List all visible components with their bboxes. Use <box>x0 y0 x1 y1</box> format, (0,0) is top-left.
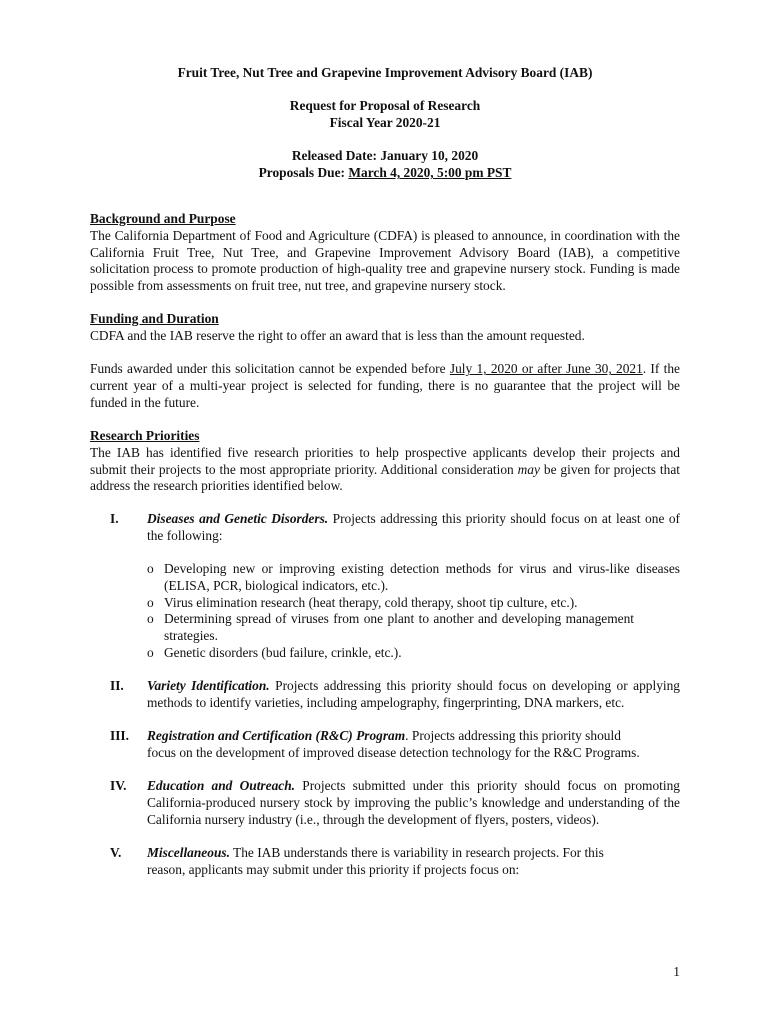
bullet-text: Developing new or improving existing detection methods for virus and virus-like diseases (ELISA, PCR, biological indicators, etc.). <box>164 561 680 593</box>
bullet-text: Virus elimination research (heat therapy, cold therapy, shoot tip culture, etc.). <box>164 594 578 610</box>
priorities-heading: Research Priorities <box>90 428 200 443</box>
bullet-text: Determining spread of viruses from one plant to another and developing management strategies. <box>164 611 634 644</box>
priority-item-2 <box>110 678 680 712</box>
priorities-section <box>90 428 680 495</box>
priority-body <box>147 845 680 879</box>
funding-heading: Funding and Duration <box>90 311 219 326</box>
priority-body <box>147 778 680 828</box>
funding-text-2-after: . If the current year of a multi-year project is selected for funding, there is no guarantee that the project will be funded in the future. <box>90 361 680 410</box>
list-item <box>147 561 680 595</box>
priority-body <box>147 511 680 545</box>
list-item <box>147 645 680 662</box>
priorities-intro-after: be given for projects that address the research priorities identified below. <box>90 461 680 494</box>
bullet-marker: o <box>147 561 154 576</box>
funding-section <box>90 311 680 412</box>
funding-dates: July 1, 2020 or after June 30, 2021 <box>449 361 643 377</box>
priority-number: V. <box>110 845 122 860</box>
priority-title: Variety Identification. <box>147 678 270 693</box>
rfp-title: Request for Proposal of Research <box>289 98 481 113</box>
priority-text: Projects addressing this priority should focus on developing or applying methods to identify varieties, including ampelography, fingerprinting, DNA markers, etc. <box>147 678 680 710</box>
priority-title: Diseases and Genetic Disorders. <box>147 511 329 526</box>
priority-item-4 <box>110 778 680 828</box>
priority-title: Miscellaneous. <box>147 845 230 860</box>
priority-title: Education and Outreach. <box>147 778 296 793</box>
priority-line-1 <box>147 728 680 745</box>
background-section <box>90 211 680 295</box>
priority-body <box>147 728 680 762</box>
priority-line-2: reason, applicants may submit under this priority if projects focus on: <box>147 861 520 877</box>
priority-body <box>147 678 680 712</box>
priority-number: I. <box>110 511 119 526</box>
due-label: Proposals Due: <box>258 165 349 180</box>
document-header <box>90 64 680 181</box>
disease-bullet-list <box>147 561 680 662</box>
fiscal-year: Fiscal Year 2020-21 <box>329 115 441 130</box>
priorities-intro <box>90 445 680 495</box>
priority-line-2: focus on the development of improved disease detection technology for the R&C Programs. <box>147 744 640 760</box>
priority-title: Registration and Certification (R&C) Program <box>147 728 406 743</box>
priority-item-1 <box>110 511 680 545</box>
bullet-marker: o <box>147 611 154 627</box>
bullet-marker: o <box>147 644 154 660</box>
priority-number: II. <box>110 678 124 693</box>
bullet-text: Genetic disorders (bud failure, crinkle, etc.). <box>164 644 402 660</box>
priorities-intro-before: The IAB has identified five research priorities to help prospective applicants develop their projects and submit their projects to the most appropriate priority. Additional consideration <box>90 444 680 477</box>
priority-item-5 <box>110 845 680 879</box>
bullet-marker: o <box>147 594 154 610</box>
priority-line-1 <box>147 845 680 862</box>
priority-text: The IAB understands there is variability in research projects. For this <box>229 845 604 860</box>
priority-number: IV. <box>110 778 127 793</box>
due-value: March 4, 2020, 5:00 pm PST <box>348 165 512 180</box>
priority-item-3 <box>110 728 680 762</box>
list-item <box>147 611 680 645</box>
board-title: Fruit Tree, Nut Tree and Grapevine Improvement Advisory Board (IAB) <box>177 65 593 80</box>
list-item <box>147 595 680 612</box>
priority-text: . Projects addressing this priority should <box>405 728 621 743</box>
released-date: Released Date: January 10, 2020 <box>291 148 479 163</box>
page-number: 1 <box>673 964 680 979</box>
priorities-intro-italic: may <box>517 461 540 477</box>
funding-text-2 <box>90 361 680 411</box>
proposals-due <box>90 164 680 181</box>
priority-number: III. <box>110 728 129 743</box>
funding-text-1: CDFA and the IAB reserve the right to offer an award that is less than the amount requested. <box>90 327 585 343</box>
priority-text: Projects addressing this priority should focus on at least one of the following: <box>147 511 681 543</box>
priority-text: Projects submitted under this priority should focus on promoting California-produced nursery stock by improving the public’s knowledge and understanding of the California nursery industry (i.e., through the development of flyers, posters, videos). <box>147 778 680 827</box>
background-heading: Background and Purpose <box>90 211 236 226</box>
funding-text-2-before: Funds awarded under this solicitation cannot be expended before <box>90 361 450 377</box>
background-text: The California Department of Food and Agriculture (CDFA) is pleased to announce, in coordination with the California Fruit Tree, Nut Tree, and Grapevine Improvement Advisory Board (IAB), a competitive solicitation process to promote production of high-quality tree and grapevine nursery stock. Funding is made possible from assessments on fruit tree, nut tree, and grapevine nursery stock. <box>90 227 680 294</box>
